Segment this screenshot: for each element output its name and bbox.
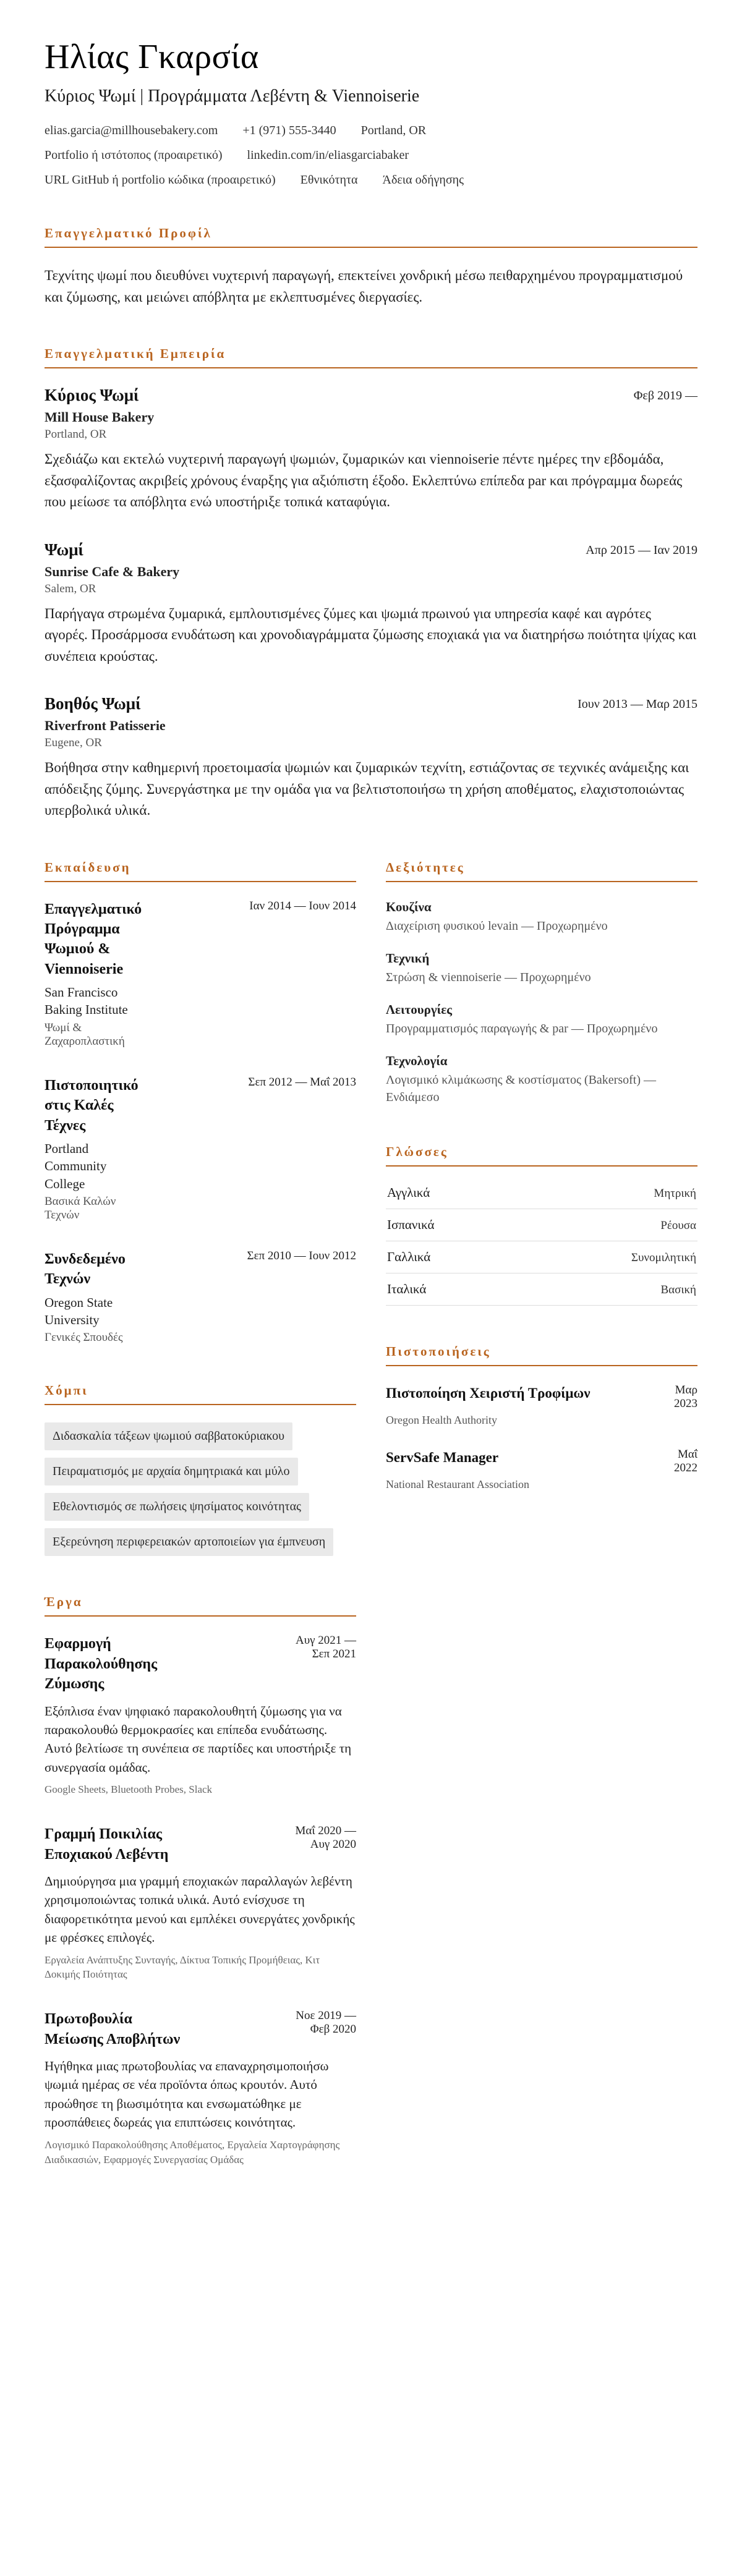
job-dates: Απρ 2015 — Ιαν 2019: [586, 543, 697, 557]
project-dates: Αυγ 2021 — Σεπ 2021: [295, 1634, 356, 1661]
section-heading-hobbies: Χόμπι: [45, 1383, 356, 1405]
skill-detail: Προγραμματισμός παραγωγής & par — Προχωρημένο: [386, 1021, 658, 1035]
project-title: Γραμμή Ποικιλίας Εποχιακού Λεβέντη: [45, 1826, 169, 1863]
certification-entry: [386, 1384, 697, 1427]
project-entry: [45, 1634, 356, 1797]
section-projects: [45, 1594, 356, 2167]
language-row: [386, 1273, 697, 1306]
skill-detail: Λογισμικό κλιμάκωσης & κοστίσματος (Bakersoft) — Ενδιάμεσο: [386, 1073, 656, 1104]
two-column-area: [45, 860, 697, 2167]
education-dates: Σεπ 2012 — Μαΐ 2013: [248, 1075, 356, 1089]
field-of-study: Ψωμί & Ζαχαροπλαστική: [45, 1021, 125, 1048]
experience-entry: [45, 386, 697, 513]
left-column: [45, 860, 356, 2167]
hobby-list: [45, 1422, 356, 1556]
job-title: Βοηθός Ψωμί: [45, 694, 141, 713]
certification-list: [386, 1384, 697, 1491]
education-entry: [45, 1249, 356, 1345]
hobby-chip: Διδασκαλία τάξεων ψωμιού σαββατοκύριακου: [45, 1422, 292, 1450]
job-location: Portland, OR: [45, 428, 107, 441]
hobby-chip: Εξερεύνηση περιφερειακών αρτοποιείων για έμπνευση: [45, 1528, 333, 1556]
section-skills: [386, 860, 697, 1106]
project-dates: Νοε 2019 — Φεβ 2020: [296, 2009, 356, 2036]
certification-date: Μαρ 2023: [674, 1383, 697, 1410]
language-list: [386, 1184, 697, 1306]
section-languages: [386, 1144, 697, 1306]
contact-email[interactable]: elias.garcia@millhousebakery.com: [45, 124, 218, 137]
certification-issuer: National Restaurant Association: [386, 1477, 529, 1490]
project-description: Ηγήθηκα μιας πρωτοβουλίας να επαναχρησιμοποιήσω ψωμιά ημέρας σε νέα προϊόντα όπως κρουτόν. Αυτό προώθησε τη βιωσιμότητα και ενσωματώθηκε με προσπάθειες δωρεάς για επιπτώσεις κοινότητας.: [45, 2059, 329, 2130]
language-name: Ιταλικά: [387, 1281, 427, 1296]
job-title: Κύριος Ψωμί: [45, 386, 139, 404]
skill-category: Τεχνολογία: [386, 1053, 448, 1068]
section-profile: [45, 226, 697, 308]
language-row: [386, 1184, 697, 1209]
skill-detail: Διαχείριση φυσικού levain — Προχωρημένο: [386, 919, 608, 933]
skill-entry: [386, 1053, 697, 1106]
candidate-name: Ηλίας Γκαρσία: [45, 38, 259, 76]
language-name: Αγγλικά: [387, 1184, 430, 1200]
language-name: Γαλλικά: [387, 1249, 431, 1264]
language-level: Βασική: [660, 1283, 696, 1296]
project-tools: Google Sheets, Bluetooth Probes, Slack: [45, 1783, 213, 1796]
education-entry: [45, 1076, 356, 1222]
section-education: [45, 860, 356, 1345]
skill-entry: [386, 951, 697, 986]
school-name: Portland Community College: [45, 1141, 107, 1191]
section-heading-projects: Έργα: [45, 1594, 356, 1617]
job-dates: Ιουν 2013 — Μαρ 2015: [578, 697, 697, 711]
certification-issuer: Oregon Health Authority: [386, 1413, 497, 1426]
project-title: Εφαρμογή Παρακολούθησης Ζύμωσης: [45, 1636, 158, 1693]
degree-name: Πιστοποιητικό στις Καλές Τέχνες: [45, 1077, 139, 1134]
contact-row-1: [45, 124, 697, 138]
section-heading-experience: Επαγγελματική Εμπειρία: [45, 346, 697, 368]
section-hobbies: [45, 1383, 356, 1556]
language-row: [386, 1209, 697, 1241]
education-entry: [45, 899, 356, 1048]
field-of-study: Γενικές Σπουδές: [45, 1331, 123, 1345]
section-heading-certifications: Πιστοποιήσεις: [386, 1344, 697, 1366]
project-entry: [45, 1824, 356, 1982]
certification-entry: [386, 1448, 697, 1491]
language-level: Μητρική: [654, 1186, 696, 1200]
job-description: Παρήγαγα στρωμένα ζυμαρικά, εμπλουτισμένες ζύμες και ψωμιά πρωινού για υπηρεσία καφέ και αγρότες αγορές. Προσάρμοσα ενυδάτωση και χρονοδιαγράμματα ζύμωσης εποχιακά για να διατηρήσω ποιότητα ψίχας και συνέπεια κρούστας.: [45, 605, 697, 664]
contact-row-3: [45, 173, 697, 187]
hobby-chip: Πειραματισμός με αρχαία δημητριακά και μύλο: [45, 1458, 298, 1486]
hobby-chip: Εθελοντισμός σε πωλήσεις ψησίματος κοινότητας: [45, 1493, 309, 1521]
contact-phone: +1 (971) 555-3440: [242, 124, 336, 137]
language-level: Συνομιλητική: [631, 1251, 696, 1264]
skill-category: Λειτουργίες: [386, 1001, 453, 1017]
skill-list: [386, 899, 697, 1106]
company-name: Riverfront Patisserie: [45, 718, 166, 733]
certification-title: ServSafe Manager: [386, 1449, 499, 1465]
skill-category: Κουζίνα: [386, 899, 432, 914]
right-column: [386, 860, 697, 1491]
project-list: [45, 1634, 356, 2167]
company-name: Mill House Bakery: [45, 409, 155, 425]
project-title: Πρωτοβουλία Μείωσης Αποβλήτων: [45, 2011, 181, 2047]
contact-row-2: [45, 148, 697, 163]
contact-linkedin[interactable]: linkedin.com/in/eliasgarciabaker: [247, 148, 409, 162]
profile-text: Τεχνίτης ψωμί που διευθύνει νυχτερινή παραγωγή, επεκτείνει χονδρική μέσω πειθαρχημένου προγραμματισμού και ζύμωσης, και μειώνει απόβλητα με εκλεπτυσμένες διεργασίες.: [45, 268, 683, 305]
education-dates: Ιαν 2014 — Ιουν 2014: [249, 899, 356, 912]
section-experience: [45, 346, 697, 822]
skill-category: Τεχνική: [386, 950, 430, 966]
job-location: Salem, OR: [45, 582, 96, 595]
degree-name: Συνδεδεμένο Τεχνών: [45, 1251, 126, 1288]
job-location: Eugene, OR: [45, 736, 102, 749]
contact-github[interactable]: URL GitHub ή portfolio κώδικα (προαιρετικό): [45, 173, 276, 187]
resume-header: [45, 37, 697, 187]
contact-location: Portland, OR: [360, 124, 427, 137]
language-name: Ισπανικά: [387, 1217, 435, 1232]
section-heading-languages: Γλώσσες: [386, 1144, 697, 1167]
experience-entry: [45, 694, 697, 822]
project-tools: Εργαλεία Ανάπτυξης Συνταγής, Δίκτυα Τοπικής Προμήθειας, Κιτ Δοκιμής Ποιότητας: [45, 1953, 320, 1981]
contact-portfolio[interactable]: Portfolio ή ιστότοπος (προαιρετικό): [45, 148, 223, 162]
education-dates: Σεπ 2010 — Ιουν 2012: [247, 1249, 356, 1262]
education-list: [45, 899, 356, 1345]
company-name: Sunrise Cafe & Bakery: [45, 563, 180, 579]
field-of-study: Βασικά Καλών Τεχνών: [45, 1194, 116, 1222]
certification-date: Μαΐ 2022: [674, 1447, 697, 1474]
project-description: Δημιούργησα μια γραμμή εποχιακών παραλλαγών λεβέντη χρησιμοποιώντας τοπικά υλικά. Αυτό ενίσχυσε τη διαφορετικότητα μενού και εμπλέκει συνεργάτες χονδρικής με φρέσκες επιλογές.: [45, 1873, 355, 1945]
contact-nationality: Εθνικότητα: [300, 173, 358, 187]
job-description: Σχεδιάζω και εκτελώ νυχτερινή παραγωγή ψωμιών, ζυμαρικών και viennoiserie πέντε ημέρες την εβδομάδα, εξασφαλίζοντας ακριβείς χρόνους έναρξης για αξιόπιστη έξοδο. Εκλεπτύνω επίπεδα par και πρόγραμμα δωρεάς που μείωσε τα απόβλητα ενώ υποστήριξε τοπικά καταφύγια.: [45, 451, 683, 509]
section-heading-profile: Επαγγελματικό Προφίλ: [45, 226, 697, 248]
skill-detail: Στρώση & viennoiserie — Προχωρημένο: [386, 970, 591, 984]
language-row: [386, 1241, 697, 1273]
language-level: Ρέουσα: [660, 1218, 696, 1232]
job-dates: Φεβ 2019 —: [633, 389, 697, 402]
job-description: Βοήθησα στην καθημερινή προετοιμασία ψωμιών και ζυμαρικών τεχνίτη, εστιάζοντας σε τεχνικές ανάμειξης και απόδειξης ζύμης. Συνεργάστηκα με την ομάδα για να βελτιστοποιήσω τη χρήση αποθέματος, ελαχιστοποιώντας υπερβολικά υλικά.: [45, 760, 689, 818]
school-name: San Francisco Baking Institute: [45, 985, 128, 1018]
section-heading-skills: Δεξιότητες: [386, 860, 697, 882]
contact-driving-license: Άδεια οδήγησης: [382, 173, 464, 187]
degree-name: Επαγγελματικό Πρόγραμμα Ψωμιού & Viennoiserie: [45, 901, 142, 977]
skill-entry: [386, 899, 697, 935]
section-heading-education: Εκπαίδευση: [45, 860, 356, 882]
school-name: Oregon State University: [45, 1294, 113, 1328]
contact-info: [45, 124, 697, 187]
candidate-headline: Κύριος Ψωμί | Προγράμματα Λεβέντη & Viennoiserie: [45, 87, 420, 106]
project-description: Εξόπλισα έναν ψηφιακό παρακολουθητή ζύμωσης για να παρακολουθώ θερμοκρασίες και επίπεδα ενυδάτωσης. Αυτό βελτίωσε τη συνέπεια σε παρτίδες και υποστήριξε τη συνεργασία ομάδας.: [45, 1703, 352, 1775]
project-dates: Μαΐ 2020 — Αυγ 2020: [295, 1824, 356, 1851]
skill-entry: [386, 1002, 697, 1037]
project-entry: [45, 2009, 356, 2167]
job-title: Ψωμί: [45, 540, 83, 559]
experience-entry: [45, 540, 697, 668]
section-certifications: [386, 1344, 697, 1491]
experience-list: [45, 386, 697, 822]
project-tools: Λογισμικό Παρακολούθησης Αποθέματος, Εργαλεία Χαρτογράφησης Διαδικασιών, Εφαρμογές Συνεργασίας Ομάδας: [45, 2138, 340, 2166]
certification-title: Πιστοποίηση Χειριστή Τροφίμων: [386, 1385, 591, 1401]
